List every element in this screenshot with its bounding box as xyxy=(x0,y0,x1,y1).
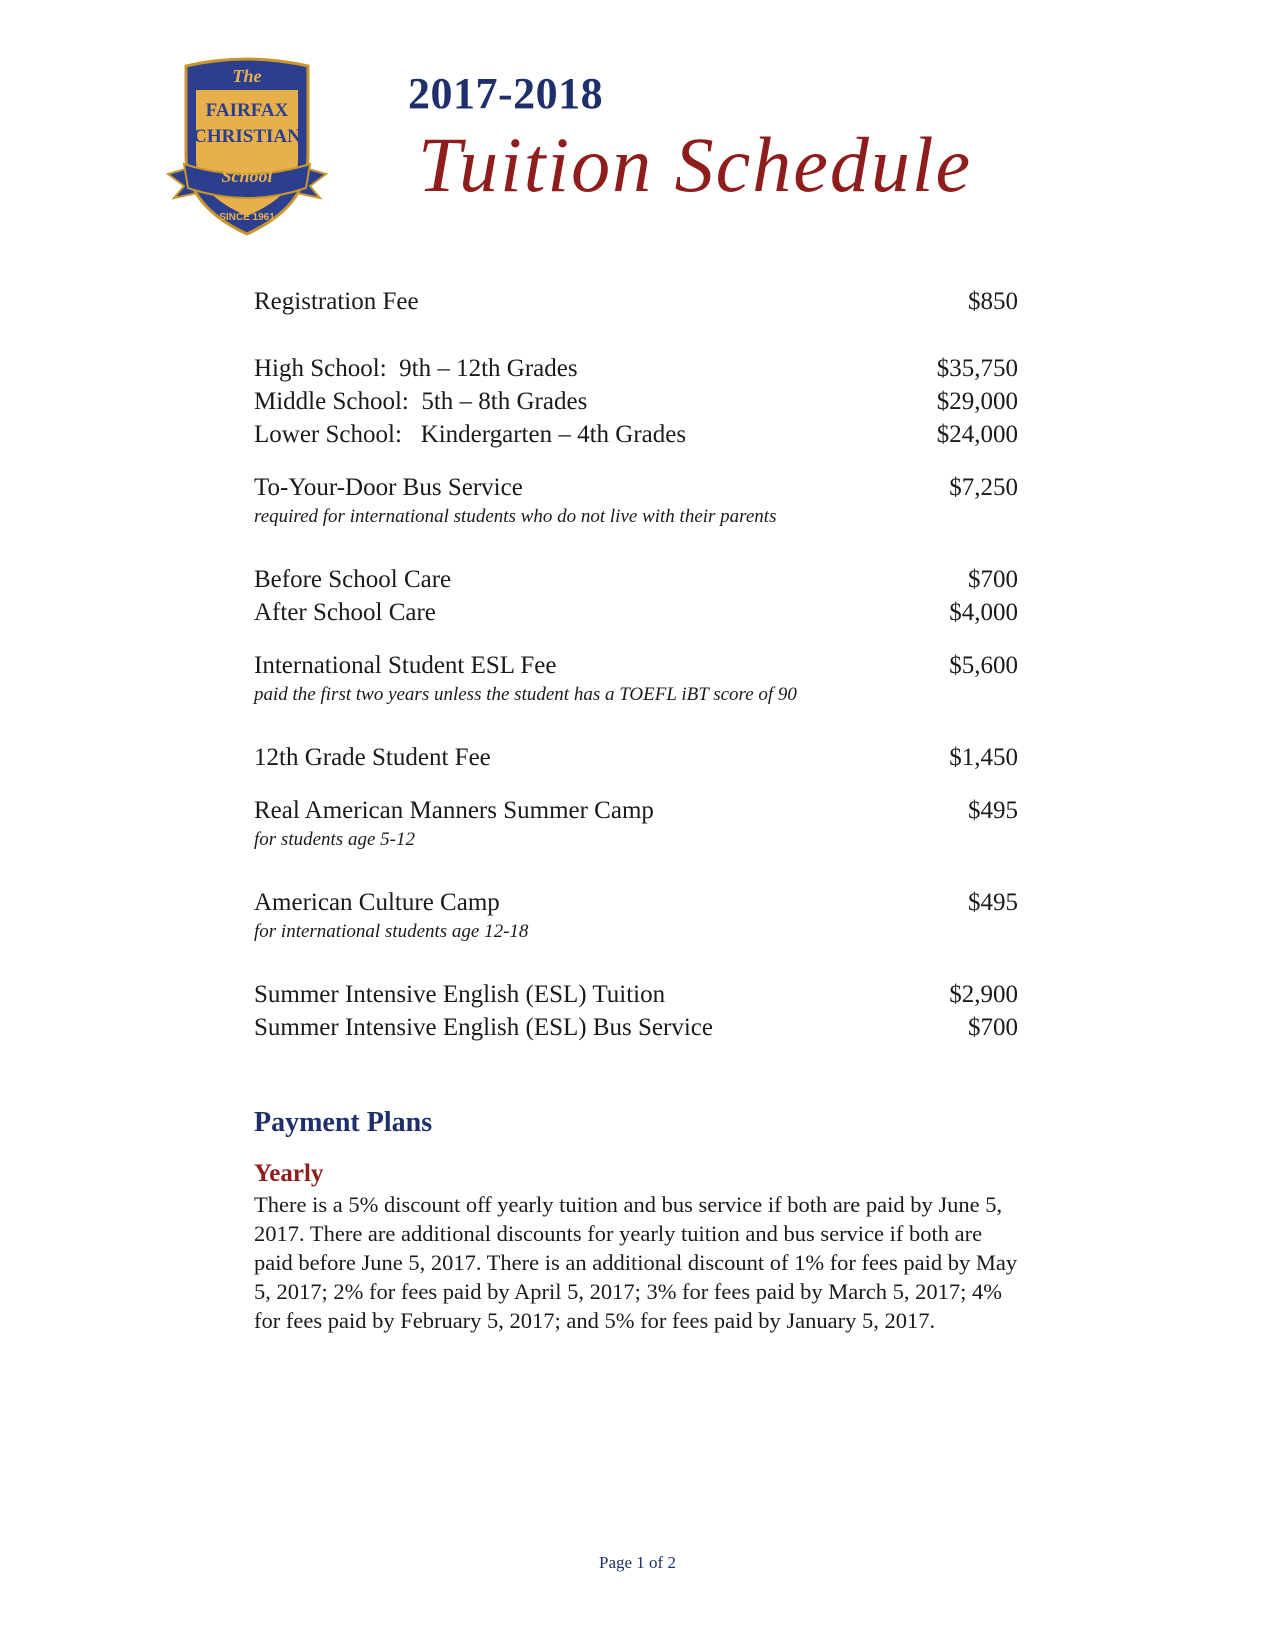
fee-amount: $7,250 xyxy=(949,474,1018,501)
fee-note: required for international students who do not live with their parents xyxy=(254,506,777,527)
fee-label: Real American Manners Summer Camp xyxy=(254,797,654,824)
fee-label: High School: 9th – 12th Grades xyxy=(254,355,578,382)
fee-label: After School Care xyxy=(254,599,436,626)
logo-text-since: SINCE 1961 xyxy=(219,212,275,223)
yearly-paragraph: There is a 5% discount off yearly tuition and bus service if both are paid by June 5, 2017. There are additional discounts for yearly tuition and bus service if both are paid before June 5, 2017. There is an additional discount of 1% for fees paid by May 5, 2017; 2% for fees paid by April 5, 2017; 3% for fees paid by March 5, 2017; 4% for fees paid by February 5, 2017; and 5% for fees paid by January 5, 2017. xyxy=(254,1192,1018,1333)
fee-label: Summer Intensive English (ESL) Bus Service xyxy=(254,1014,713,1041)
fee-amount: $5,600 xyxy=(949,652,1018,679)
fee-row xyxy=(254,471,1018,504)
fee-amount: $2,900 xyxy=(949,981,1018,1008)
fee-note: for international students age 12-18 xyxy=(254,921,529,942)
fee-amount: $495 xyxy=(968,889,1018,916)
fee-row xyxy=(254,285,1018,318)
fee-amount: $29,000 xyxy=(936,388,1018,415)
fee-label: Middle School: 5th – 8th Grades xyxy=(254,388,588,415)
fee-amount: $850 xyxy=(968,288,1018,315)
fee-label: American Culture Camp xyxy=(254,889,500,916)
fee-label: 12th Grade Student Fee xyxy=(254,744,491,771)
fee-amount: $35,750 xyxy=(936,355,1018,382)
fee-label: To-Your-Door Bus Service xyxy=(254,474,523,501)
fee-row xyxy=(254,352,1018,385)
fee-group-bus xyxy=(254,471,1018,529)
fee-label: Registration Fee xyxy=(254,288,419,315)
logo-text-school: School xyxy=(221,166,273,186)
fee-label: Before School Care xyxy=(254,566,452,593)
fee-group-culture-camp xyxy=(254,886,1018,944)
fee-label: Summer Intensive English (ESL) Tuition xyxy=(254,981,666,1008)
logo-text-christian: CHRISTIAN xyxy=(193,126,301,147)
fee-row xyxy=(254,418,1018,451)
schedule-year: 2017-2018 xyxy=(408,69,604,118)
fee-row xyxy=(254,649,1018,682)
fee-row xyxy=(254,886,1018,919)
fee-amount: $495 xyxy=(968,797,1018,824)
logo-text-the: The xyxy=(232,66,262,86)
school-logo xyxy=(166,56,328,240)
fee-row xyxy=(254,741,1018,774)
fee-group-esl xyxy=(254,649,1018,707)
fee-note: for students age 5-12 xyxy=(254,829,415,850)
fee-row xyxy=(254,596,1018,629)
fee-group-care xyxy=(254,563,1018,629)
fee-amount: $24,000 xyxy=(936,421,1018,448)
fee-row xyxy=(254,563,1018,596)
page-number: Page 1 of 2 xyxy=(599,1553,676,1572)
fee-note: paid the first two years unless the student has a TOEFL iBT score of 90 xyxy=(254,684,797,705)
fee-group-summer-esl xyxy=(254,978,1018,1044)
fee-row xyxy=(254,794,1018,827)
fee-row xyxy=(254,385,1018,418)
fee-group-senior xyxy=(254,741,1018,774)
payment-plans-heading: Payment Plans xyxy=(254,1107,433,1138)
fee-schedule xyxy=(254,285,1018,1064)
fee-group-registration xyxy=(254,285,1018,318)
fee-group-tuition xyxy=(254,352,1018,451)
logo-text-fairfax: FAIRFAX xyxy=(205,100,289,121)
fee-row xyxy=(254,978,1018,1011)
fee-group-manners-camp xyxy=(254,794,1018,852)
fee-row xyxy=(254,1011,1018,1044)
fee-amount: $700 xyxy=(968,1014,1018,1041)
fee-label: Lower School: Kindergarten – 4th Grades xyxy=(254,421,687,448)
fee-amount: $1,450 xyxy=(949,744,1018,771)
fee-amount: $4,000 xyxy=(949,599,1018,626)
page-title: Tuition Schedule xyxy=(418,121,973,208)
yearly-heading: Yearly xyxy=(254,1160,324,1187)
fee-amount: $700 xyxy=(968,566,1018,593)
fee-label: International Student ESL Fee xyxy=(254,652,557,679)
